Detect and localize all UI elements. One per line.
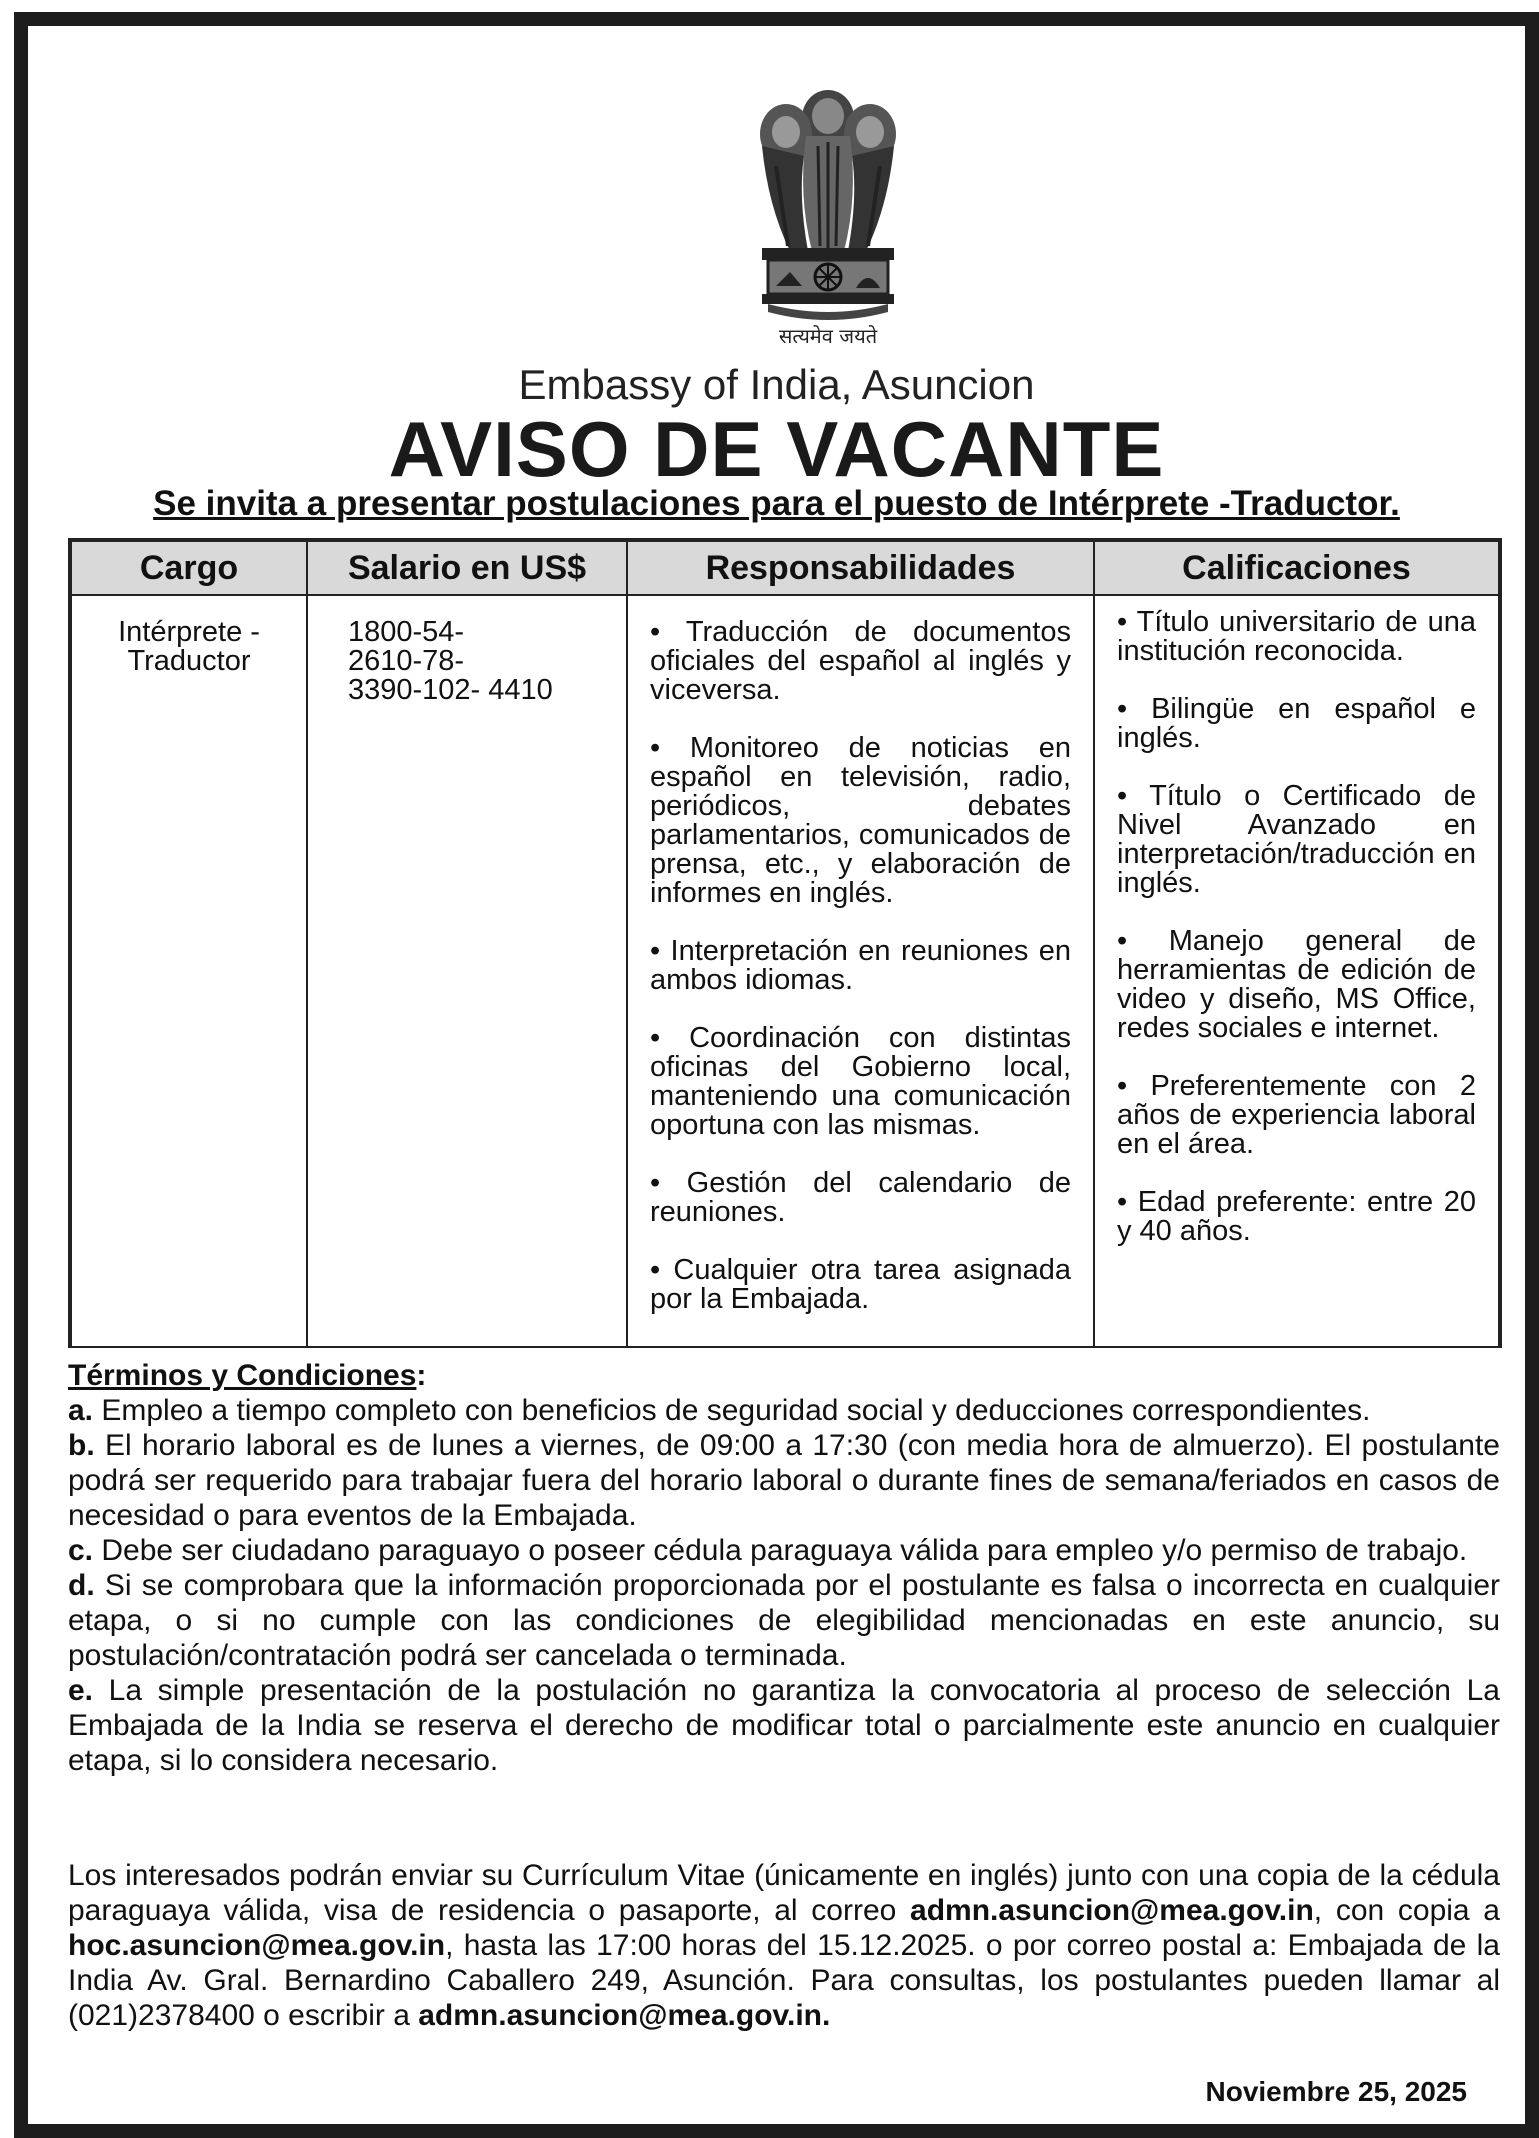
term-item: [68, 1533, 1500, 1568]
national-emblem: [728, 76, 928, 376]
term-letter: b.: [68, 1429, 95, 1462]
term-item: [68, 1568, 1500, 1673]
cargo-line: Traductor: [127, 645, 251, 677]
embassy-name: Embassy of India, Asuncion: [518, 361, 1035, 408]
term-text: La simple presentación de la postulación no garantiza la convocatoria al proceso de selección La Embajada de la India se reserva el derecho de modificar total o parcialmente este anuncio en cualquier etapa, si lo considera necesario.: [68, 1674, 1500, 1777]
responsibility-item: • Monitoreo de noticias en español en televisión, radio, periódicos, debates parlamentarios, comunicados de prensa, etc., y elaboración de informes en inglés.: [650, 732, 1071, 909]
vacancy-table: [68, 538, 1502, 1348]
email-hoc[interactable]: hoc.asuncion@mea.gov.in: [68, 1929, 446, 1962]
terms-section: [68, 1358, 1500, 1778]
contact-text: Los interesados podrán enviar su Currículum Vitae (únicamente en inglés) junto con una copia de la cédula paraguaya válida, visa de residencia o pasaporte, al correo: [68, 1859, 1500, 1927]
term-text: Debe ser ciudadano paraguayo o poseer cédula paraguaya válida para empleo y/o permiso de trabajo.: [93, 1534, 1468, 1567]
responsibility-item: • Gestión del calendario de reuniones.: [650, 1167, 1071, 1228]
qualification-item: • Edad preferente: entre 20 y 40 años.: [1117, 1186, 1476, 1247]
page-border: [14, 12, 1539, 2138]
term-item: [68, 1393, 1500, 1428]
header-salary: Salario en US$: [307, 541, 627, 595]
email-admn[interactable]: admn.asuncion@mea.gov.in: [910, 1894, 1314, 1927]
emblem-motto: सत्यमेव जयते: [778, 324, 878, 348]
qualification-item: • Manejo general de herramientas de edición de video y diseño, MS Office, redes sociales e internet.: [1117, 925, 1476, 1044]
term-letter: a.: [68, 1394, 94, 1427]
contact-paragraph: [68, 1858, 1500, 2033]
term-text: Si se comprobara que la información proporcionada por el postulante es falsa o incorrecta en cualquier etapa, o si no cumple con las condiciones de elegibilidad mencionadas en este anuncio, su postulación/contratación podrá ser cancelada o terminada.: [68, 1569, 1500, 1672]
term-text: El horario laboral es de lunes a viernes, de 09:00 a 17:30 (con media hora de almuerzo). El postulante podrá ser requerido para trabajar fuera del horario laboral o durante fines de semana/feriados en casos de necesidad o para eventos de la Embajada.: [68, 1429, 1500, 1532]
qualification-item: • Preferentemente con 2 años de experiencia laboral en el área.: [1117, 1070, 1476, 1160]
page-title: AVISO DE VACANTE: [388, 405, 1165, 493]
contact-text: , hasta las 17:00 horas del 15.12.2025. o por correo postal a: Embajada de la India Av. Gral. Bernardino Caballero 249, Asunción. Para consultas, los postulantes pueden llamar al (021)2378400 o escribir a: [68, 1929, 1500, 2032]
salary-line: 1800-54-: [348, 616, 465, 648]
terms-heading-colon: :: [416, 1359, 427, 1392]
contact-text: , con copia a: [1313, 1894, 1500, 1927]
qualification-item: • Título o Certificado de Nivel Avanzado en interpretación/traducción en inglés.: [1117, 780, 1476, 899]
term-item: [68, 1428, 1500, 1533]
responsibility-item: • Traducción de documentos oficiales del español al inglés y viceversa.: [650, 616, 1071, 706]
salary-cell: [307, 595, 627, 1346]
cargo-line: Intérprete -: [118, 616, 260, 648]
table-header-row: [71, 541, 1499, 595]
responsibility-item: • Cualquier otra tarea asignada por la Embajada.: [650, 1254, 1071, 1315]
table-row: [71, 595, 1499, 1346]
qualification-item: • Bilingüe en español e inglés.: [1117, 693, 1476, 754]
header-responsibilities: Responsabilidades: [627, 541, 1094, 595]
publication-date: Noviembre 25, 2025: [1205, 2076, 1467, 2107]
email-admn-2[interactable]: admn.asuncion@mea.gov.in.: [418, 1999, 831, 2032]
cargo-cell: [71, 595, 307, 1346]
header-qualifications: Calificaciones: [1094, 541, 1499, 595]
responsibilities-cell: [627, 595, 1094, 1346]
term-letter: c.: [68, 1534, 94, 1567]
term-item: [68, 1673, 1500, 1778]
salary-line: 2610-78-: [348, 645, 465, 677]
qualification-item: • Título universitario de una institución reconocida.: [1117, 606, 1476, 667]
term-text: Empleo a tiempo completo con beneficios de seguridad social y deducciones correspondientes.: [93, 1394, 1371, 1427]
salary-line: 3390-102- 4410: [348, 674, 553, 706]
invitation-text: Se invita a presentar postulaciones para el puesto de Intérprete -Traductor.: [153, 484, 1400, 523]
term-letter: e.: [68, 1674, 94, 1707]
header-cargo: Cargo: [71, 541, 307, 595]
qualifications-cell: [1094, 595, 1499, 1346]
terms-heading: Términos y Condiciones: [68, 1359, 417, 1392]
responsibility-item: • Coordinación con distintas oficinas del Gobierno local, manteniendo una comunicación oportuna con las mismas.: [650, 1022, 1071, 1141]
term-letter: d.: [68, 1569, 95, 1602]
responsibility-item: • Interpretación en reuniones en ambos idiomas.: [650, 935, 1071, 996]
